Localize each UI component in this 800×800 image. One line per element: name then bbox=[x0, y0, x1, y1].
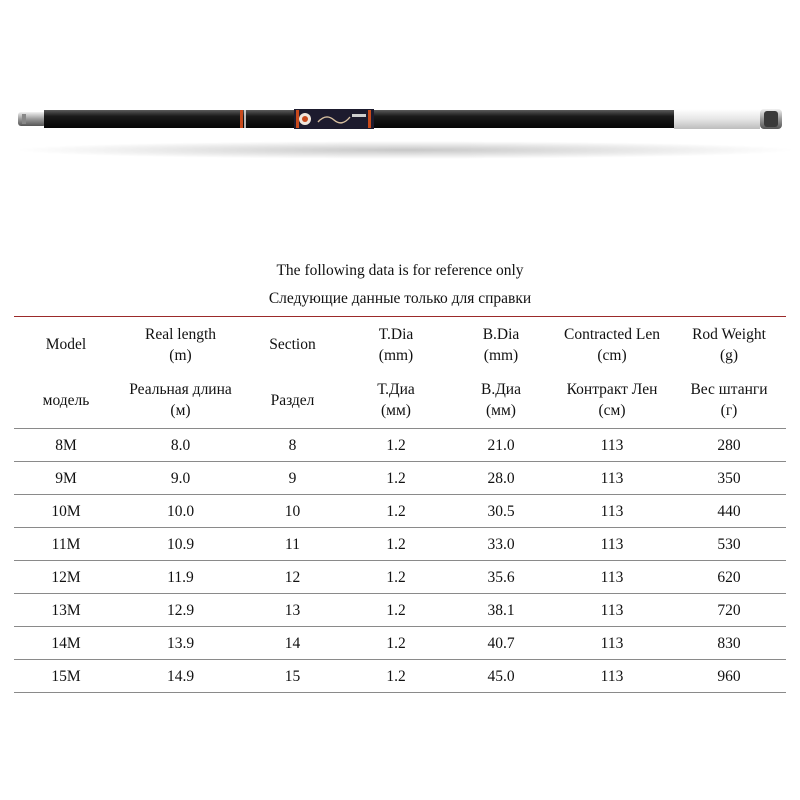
header-label: Реальная длина bbox=[129, 381, 232, 398]
table-cell: 40.7 bbox=[487, 634, 515, 652]
table-cell: 1.2 bbox=[386, 436, 406, 454]
disclaimer-english: The following data is for reference only bbox=[276, 262, 524, 279]
specifications-table bbox=[14, 316, 786, 693]
table-cell: 620 bbox=[717, 568, 741, 586]
table-cell: 15 bbox=[284, 667, 301, 685]
table-cell: 830 bbox=[717, 634, 741, 652]
table-cell: 113 bbox=[600, 667, 624, 685]
header-unit: (cm) bbox=[597, 346, 627, 364]
table-cell: 9 bbox=[288, 469, 297, 487]
table-cell: 10M bbox=[51, 502, 81, 520]
table-cell: 15M bbox=[51, 667, 81, 685]
table-cell: 10 bbox=[284, 502, 301, 520]
header-label: B.Dia bbox=[482, 325, 520, 343]
table-cell: 9.0 bbox=[170, 469, 191, 487]
table-cell: 720 bbox=[717, 601, 741, 619]
table-cell: 11M bbox=[51, 535, 81, 553]
table-cell: 13M bbox=[51, 601, 81, 619]
table-row bbox=[14, 528, 786, 561]
header-cell bbox=[342, 372, 450, 429]
header-label: В.Диа bbox=[481, 381, 521, 398]
product-image bbox=[0, 95, 800, 165]
table-cell: 113 bbox=[600, 634, 624, 652]
header-label: Real length bbox=[144, 325, 217, 343]
table-cell: 280 bbox=[717, 436, 741, 454]
header-label: Contracted Len bbox=[564, 325, 660, 343]
table-cell: 113 bbox=[600, 601, 624, 619]
table-cell: 38.1 bbox=[487, 601, 515, 619]
header-unit: (см) bbox=[598, 402, 626, 419]
table-cell: 1.2 bbox=[386, 502, 406, 520]
table-cell: 12 bbox=[284, 568, 301, 586]
table-cell: 28.0 bbox=[487, 469, 515, 487]
table-cell: 8M bbox=[55, 436, 77, 454]
header-cell bbox=[118, 372, 243, 429]
table-cell: 35.6 bbox=[487, 568, 515, 586]
table-cell: 113 bbox=[600, 502, 624, 520]
header-unit: (m) bbox=[169, 346, 192, 364]
table-cell: 1.2 bbox=[386, 601, 406, 619]
header-unit: (г) bbox=[720, 402, 738, 419]
header-cell bbox=[552, 317, 672, 373]
table-cell: 13 bbox=[284, 601, 301, 619]
header-cell bbox=[450, 372, 552, 429]
table-cell: 960 bbox=[717, 667, 741, 685]
table-cell: 8.0 bbox=[170, 436, 191, 454]
table-row bbox=[14, 660, 786, 693]
table-cell: 1.2 bbox=[386, 535, 406, 553]
table-cell: 1.2 bbox=[386, 568, 406, 586]
table-cell: 45.0 bbox=[487, 667, 515, 685]
header-cell bbox=[672, 317, 786, 373]
table-header-english bbox=[14, 317, 786, 373]
table-row bbox=[14, 462, 786, 495]
header-unit: (mm) bbox=[483, 346, 519, 364]
table-cell: 30.5 bbox=[487, 502, 515, 520]
fishing-rod-icon bbox=[0, 95, 800, 165]
table-cell: 440 bbox=[717, 502, 741, 520]
table-cell: 21.0 bbox=[487, 436, 515, 454]
header-label: Контракт Лен bbox=[566, 381, 658, 398]
table-cell: 8 bbox=[288, 436, 297, 454]
table-cell: 11.9 bbox=[167, 568, 194, 586]
header-label: Раздел bbox=[270, 391, 315, 409]
header-label: Вес штанги bbox=[690, 381, 768, 398]
table-cell: 12M bbox=[51, 568, 81, 586]
header-label: Rod Weight bbox=[692, 325, 766, 343]
table-cell: 113 bbox=[600, 469, 624, 487]
table-cell: 1.2 bbox=[386, 667, 406, 685]
header-cell bbox=[14, 317, 118, 373]
table-cell: 14M bbox=[51, 634, 81, 652]
table-cell: 33.0 bbox=[487, 535, 515, 553]
header-label: Т.Диа bbox=[377, 381, 415, 398]
header-label: модель bbox=[42, 391, 90, 409]
header-cell bbox=[552, 372, 672, 429]
table-row bbox=[14, 561, 786, 594]
header-unit: (м) bbox=[170, 402, 191, 419]
header-label: Model bbox=[45, 336, 87, 353]
table-cell: 14 bbox=[284, 634, 301, 652]
table-cell: 113 bbox=[600, 436, 624, 454]
header-label: Section bbox=[269, 336, 316, 353]
header-unit: (g) bbox=[719, 346, 739, 364]
header-unit: (мм) bbox=[381, 402, 411, 419]
header-cell bbox=[118, 317, 243, 373]
header-unit: (mm) bbox=[378, 346, 414, 364]
table-row bbox=[14, 627, 786, 660]
table-row bbox=[14, 495, 786, 528]
table-row bbox=[14, 429, 786, 462]
table-cell: 113 bbox=[600, 535, 624, 553]
table-cell: 10.0 bbox=[166, 502, 195, 520]
header-unit: (мм) bbox=[486, 402, 516, 419]
table-row bbox=[14, 594, 786, 627]
header-cell bbox=[243, 372, 342, 429]
table-cell: 14.9 bbox=[166, 667, 195, 685]
table-cell: 11 bbox=[285, 535, 300, 553]
disclaimer-russian: Следующие данные только для справки bbox=[268, 290, 532, 307]
table-header-russian bbox=[14, 372, 786, 429]
header-cell bbox=[243, 317, 342, 373]
table-cell: 1.2 bbox=[386, 469, 406, 487]
header-cell bbox=[14, 372, 118, 429]
header-cell bbox=[450, 317, 552, 373]
header-cell bbox=[672, 372, 786, 429]
table-cell: 9M bbox=[55, 469, 77, 487]
table-cell: 13.9 bbox=[166, 634, 195, 652]
table-cell: 1.2 bbox=[386, 634, 406, 652]
table-cell: 113 bbox=[600, 568, 624, 586]
table-cell: 10.9 bbox=[166, 535, 195, 553]
table-cell: 350 bbox=[717, 469, 741, 487]
table-cell: 12.9 bbox=[166, 601, 195, 619]
header-label: T.Dia bbox=[378, 325, 414, 343]
table-cell: 530 bbox=[717, 535, 741, 553]
header-cell bbox=[342, 317, 450, 373]
